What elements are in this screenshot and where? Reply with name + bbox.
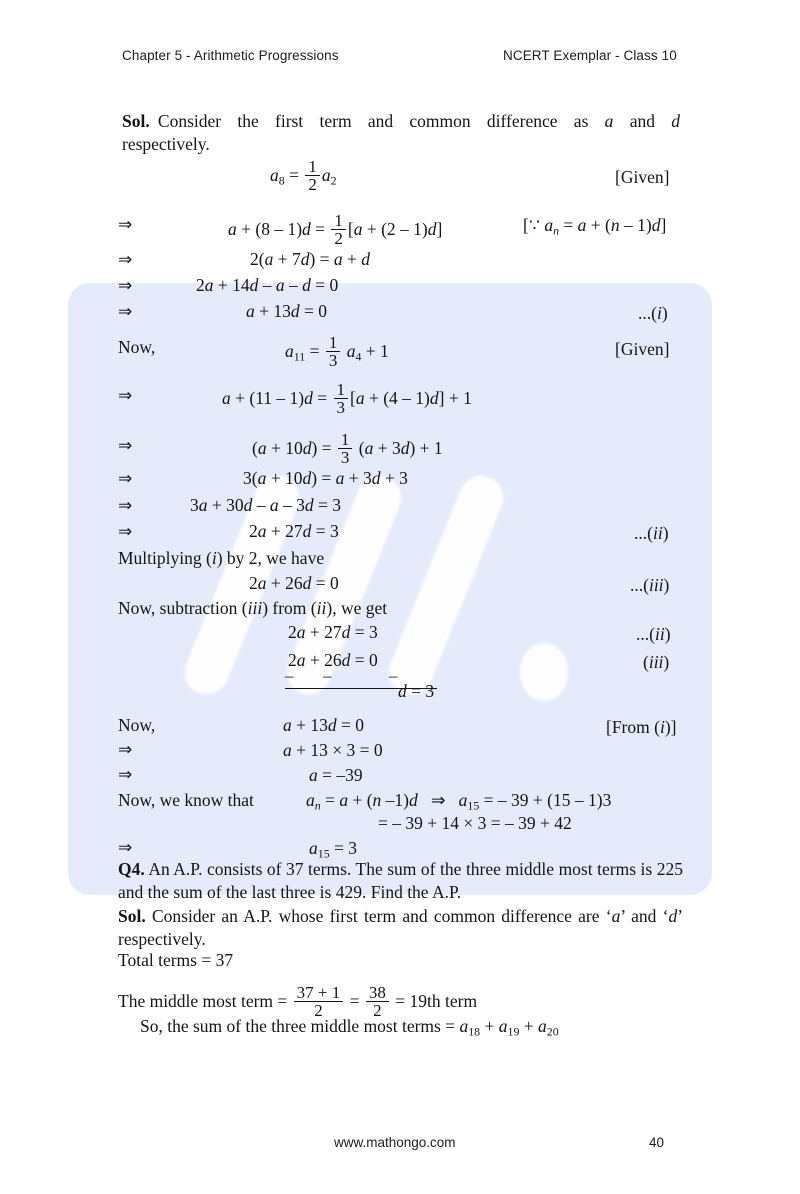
step-arrow-n3: ⇒ xyxy=(118,838,133,857)
middle-term-line: The middle most term = $\frac{37 + 1}{2}$ = $\frac{38}{2}$ = 19th term xyxy=(118,983,478,1021)
step-note-s1: [Given] xyxy=(615,167,670,187)
step-note-s2: [∵ $a_n = a + (n - 1)d$] xyxy=(523,215,667,238)
step-expression-s4: 2a + 14d – a – d = 0 xyxy=(196,275,339,295)
subtraction-result: d = 3 xyxy=(398,681,435,701)
question-paragraph xyxy=(118,858,683,904)
final-equation: $a_{15} = 3$ xyxy=(309,838,358,861)
step-expression-s7: a + (11 – 1)d = $\frac{1}{3}$ [a + (4 – 1)d] + 1 xyxy=(222,380,472,418)
footer-page-number: 40 xyxy=(649,1135,665,1150)
step-expression-s5: a + 13d = 0 xyxy=(246,301,327,321)
step-expression-s8: (a + 10d) = $\frac{1}{3}$ (a + 3d) + 1 xyxy=(252,430,443,468)
step-arrow-s2: ⇒ xyxy=(118,215,133,234)
step-arrow-s5: ⇒ xyxy=(118,302,133,321)
step-expression-s3: 2(a + 7d) = a + d xyxy=(250,249,371,269)
now-note: [From (i)] xyxy=(606,717,677,737)
step-arrow-s3: ⇒ xyxy=(118,250,133,269)
solution2-paragraph xyxy=(118,905,683,951)
header-book-title: NCERT Exemplar - Class 10 xyxy=(503,48,677,63)
step-expression-s10: 3a + 30d – a – 3d = 3 xyxy=(190,495,341,515)
subtraction-minus-1: – xyxy=(285,666,294,685)
multiplying-line: Multiplying (i) by 2, we have xyxy=(118,548,325,568)
step-arrow-s4: ⇒ xyxy=(118,276,133,295)
now-label: Now, xyxy=(118,715,156,735)
arrow-equation-2: a = –39 xyxy=(309,765,363,785)
know-label: Now, we know that xyxy=(118,790,254,810)
subtraction-row-2: 2a + 26d = 0 xyxy=(288,650,378,670)
step-arrow-n2: ⇒ xyxy=(118,765,133,784)
step-arrow-s8: ⇒ xyxy=(118,436,133,455)
step-arrow-s9: ⇒ xyxy=(118,469,133,488)
subtraction-minus-3: – xyxy=(389,666,398,685)
know-equation-continued: = – 39 + 14 × 3 = – 39 + 42 xyxy=(378,813,572,833)
now-equation: a + 13d = 0 xyxy=(283,715,364,735)
sum-middle-terms-line: So, the sum of the three middle most terms = $a_{18} + a_{19} + a_{20}$ xyxy=(140,1016,559,1039)
step-expression-s2: a + (8 – 1)d = $\frac{1}{2}$ [a + (2 – 1)d] xyxy=(228,211,443,249)
step-arrow-n1: ⇒ xyxy=(118,740,133,759)
solution2-label: Sol. xyxy=(118,906,146,926)
question-text: An A.P. consists of 37 terms. The sum of the three middle most terms is 225 and the sum of the last three is 429. Find the A.P. xyxy=(118,859,683,902)
subtraction-sentence: Now, subtraction (iii) from (ii), we get xyxy=(118,598,388,618)
step-expression-s1: $a_8$ = $\frac{1}{2}$ $a_2$ xyxy=(270,157,337,195)
step-note-s6: [Given] xyxy=(615,339,670,359)
subtraction-row-1-note: ...(ii) xyxy=(636,624,671,644)
solution2-text: Consider an A.P. whose first term and common difference are ‘a’ and ‘d’ respectively. xyxy=(118,906,684,949)
footer-website: www.mathongo.com xyxy=(334,1135,456,1150)
middle-term-label: The middle most term = xyxy=(118,991,292,1012)
subtraction-row-1: 2a + 27d = 3 xyxy=(288,622,378,642)
solution-intro-paragraph xyxy=(122,110,680,156)
step-arrow-s11: ⇒ xyxy=(118,522,133,541)
step-note-s11: ...(ii) xyxy=(634,523,669,543)
step-arrow-s7: ⇒ xyxy=(118,386,133,405)
step-expression-s11: 2a + 27d = 3 xyxy=(249,521,339,541)
equation-iii: 2a + 26d = 0 xyxy=(249,573,339,593)
question-label: Q4. xyxy=(118,859,145,879)
know-equation: $a_n = a + (n$ –1)d ⇒ $a_{15}$ = – 39 + (15 – 1)3 xyxy=(306,790,612,813)
step-arrow-s10: ⇒ xyxy=(118,496,133,515)
step-expression-s6: $a_{11}$ = $\frac{1}{3}$ $a_4 + 1$ xyxy=(285,333,389,371)
step-expression-s9: 3(a + 10d) = a + 3d + 3 xyxy=(243,468,408,488)
step-arrow-s6: Now, xyxy=(118,337,156,357)
subtraction-row-2-note: (iii) xyxy=(643,652,670,672)
solution-intro-label: Sol. xyxy=(122,111,150,131)
step-note-s5: ...(i) xyxy=(638,303,668,323)
equation-iii-note: ...(iii) xyxy=(630,575,670,595)
total-terms-line: Total terms = 37 xyxy=(118,950,234,970)
arrow-equation-1: a + 13 × 3 = 0 xyxy=(283,740,383,760)
solution-intro-text: Consider the first term and common difference as a and d respectively. xyxy=(122,111,681,154)
header-chapter-title: Chapter 5 - Arithmetic Progressions xyxy=(122,48,339,63)
subtraction-minus-2: – xyxy=(323,666,332,685)
